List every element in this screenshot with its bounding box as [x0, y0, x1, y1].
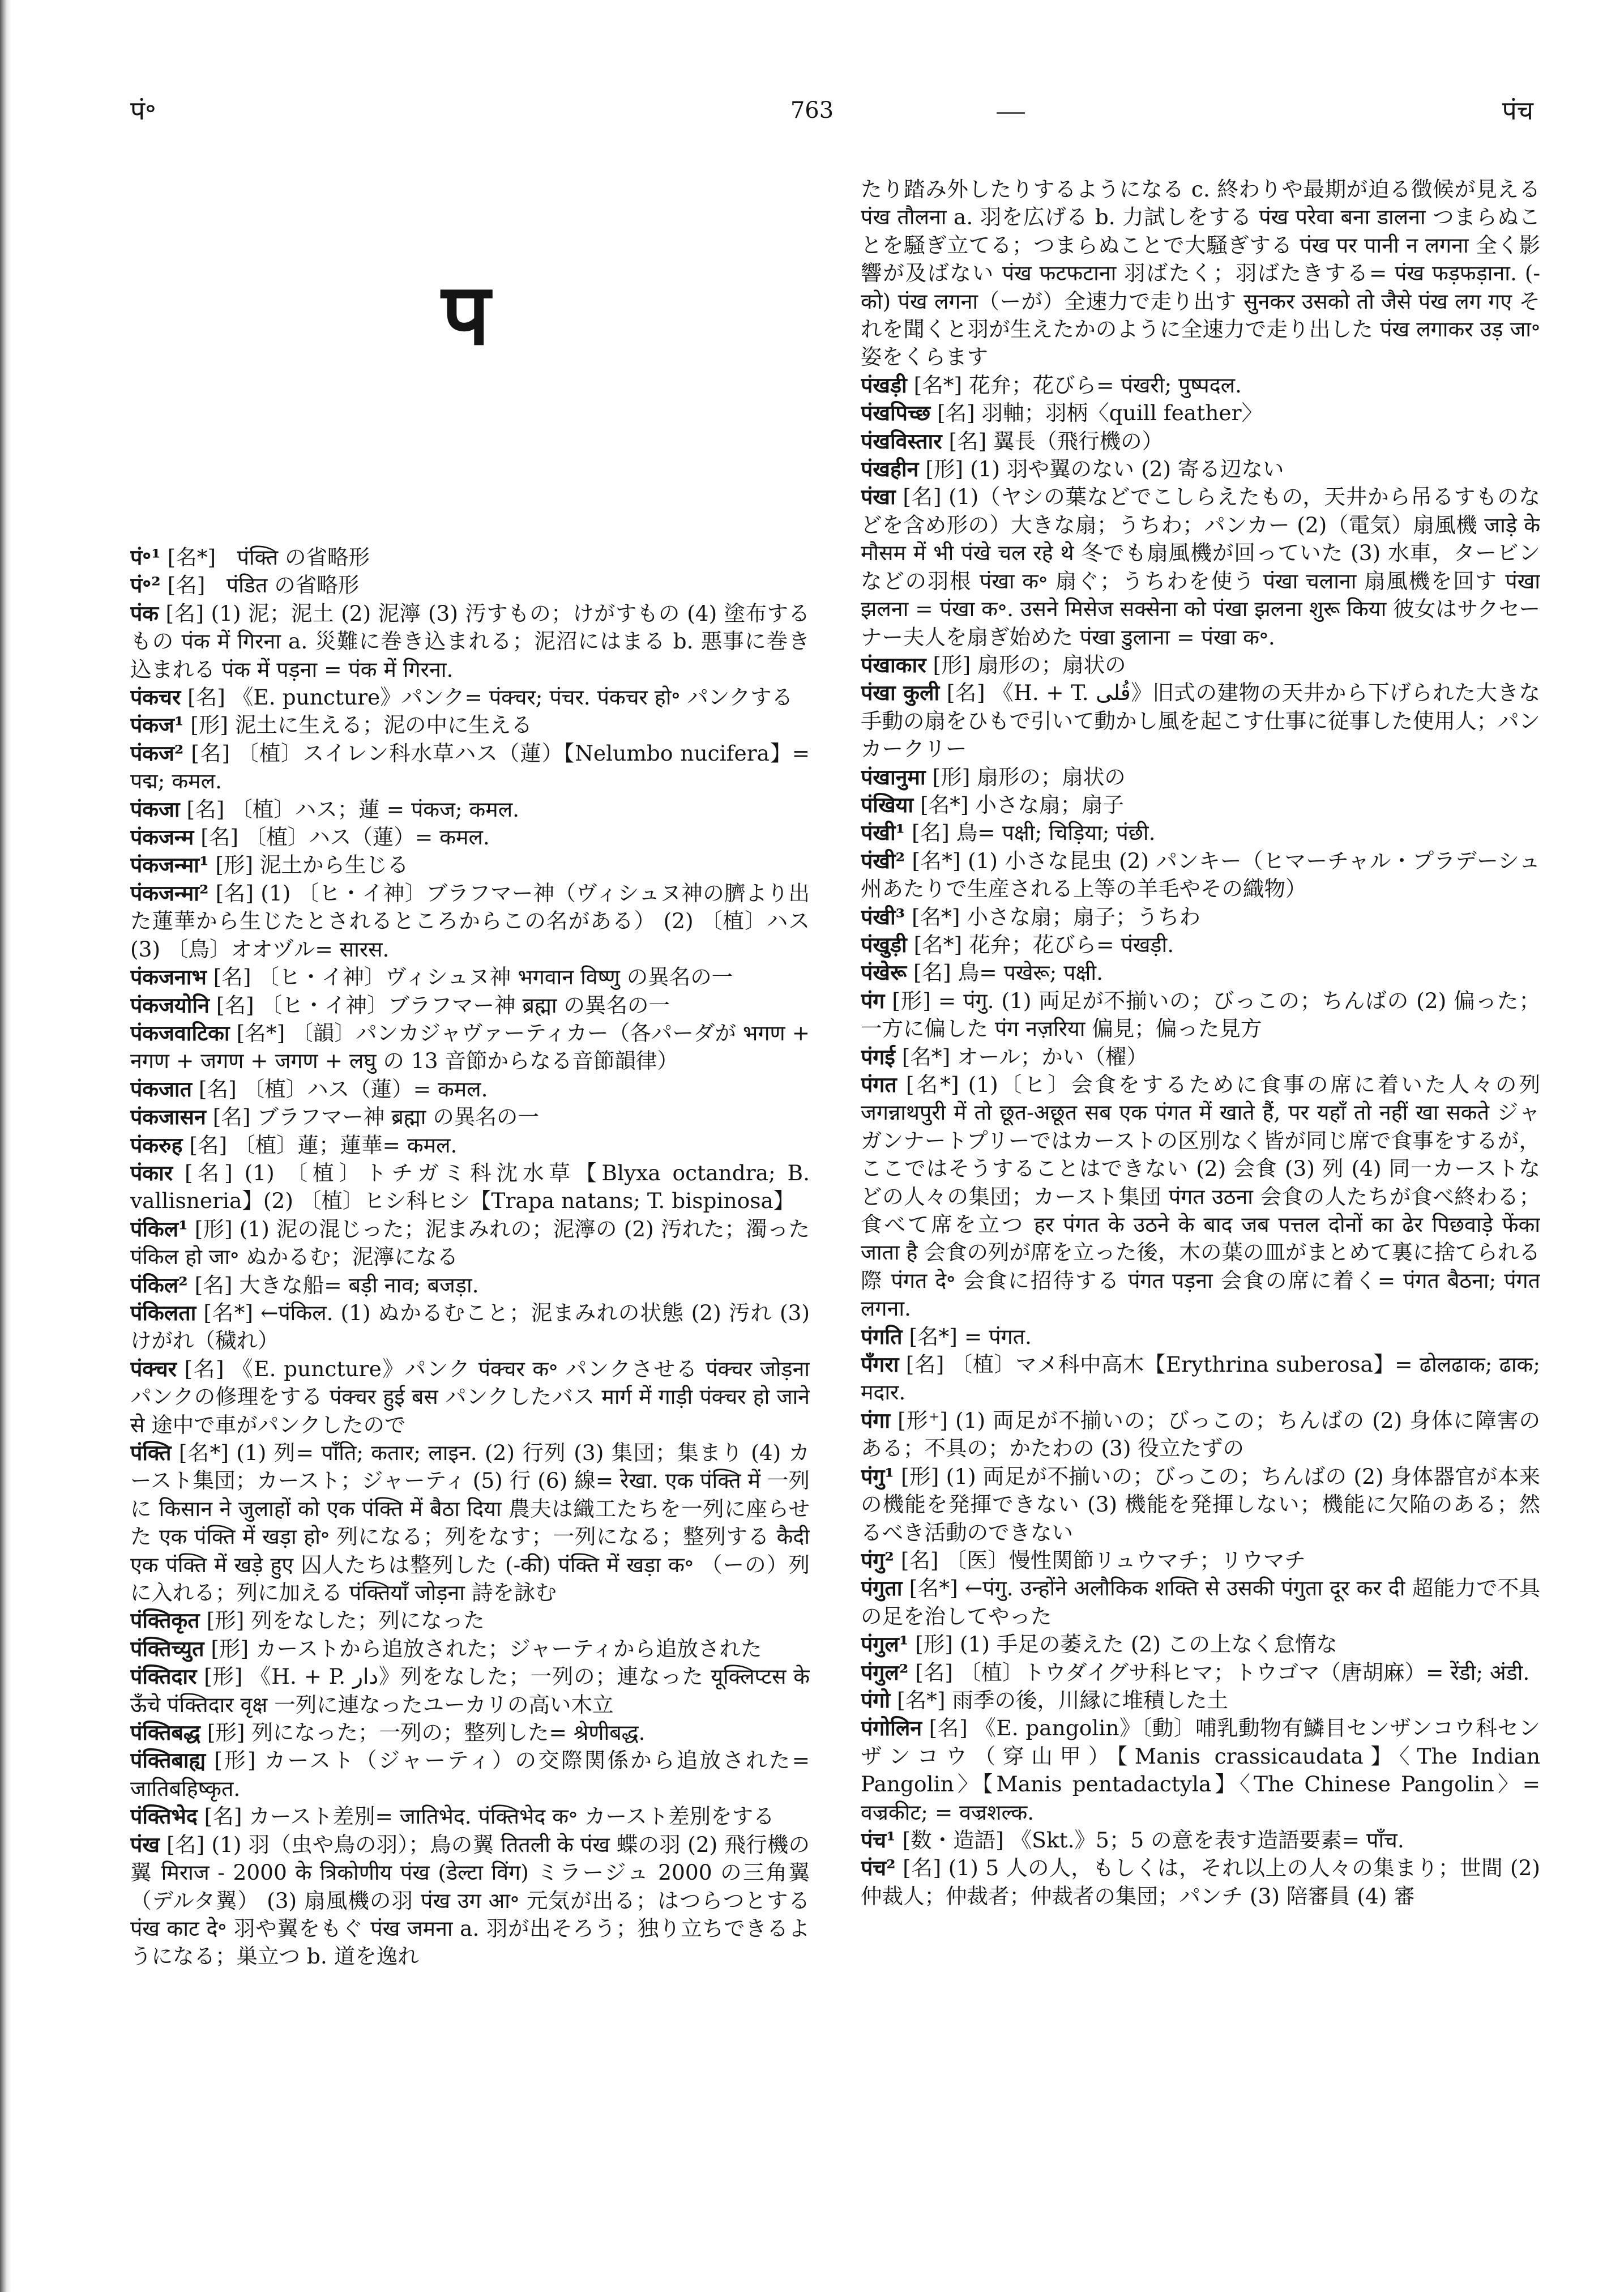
dictionary-entry: [130, 1132, 810, 1159]
entry-headword: पंकज²: [130, 740, 184, 766]
entry-definition: [形] 列をなした；列になった: [199, 1608, 485, 1633]
entry-definition: [名] 鳥= पक्षी; चिड़िया; पंछी.: [905, 820, 1156, 846]
dictionary-entry: [130, 963, 810, 991]
dictionary-entry: [861, 399, 1540, 427]
entry-headword: पंखा कुली: [861, 680, 940, 706]
entry-definition: [名] 〔植〕トウダイグサ科ヒマ；トウゴマ（唐胡麻）= रेंडी; अंडी.: [908, 1659, 1530, 1685]
entry-headword: पंकिलता: [130, 1300, 196, 1325]
entry-definition: [形] 列になった；一列の；整列した= श्रेणीबद्ध.: [200, 1720, 646, 1745]
entry-definition: [名*] 雨季の後，川縁に堆積した土: [890, 1687, 1228, 1713]
entry-headword: पंगो: [861, 1687, 891, 1713]
dictionary-entry: [861, 1547, 1540, 1574]
entry-headword: पंगुल¹: [861, 1632, 909, 1657]
dictionary-entry: [130, 1103, 810, 1131]
entry-headword: पंकजा: [130, 796, 180, 822]
dictionary-entry: [130, 1019, 810, 1075]
entry-definition: [名] 〔植〕ハス（蓮）= कमल.: [192, 1076, 488, 1102]
entry-definition: [名*] (1) 列= पाँति; कतार; लाइन. (2) 行列 (3) 集団；集まり (4) カースト集団；カースト；ジャーティ (5) 行 (6) 線= रेखा. एक पंक्ति में 一列に किसान ने जुलाहों को एक पंक्ति में बैठा दिया 農夫は織工たちを一列に座らせた एक पंक्ति में खड़ा हो॰ 列になる；列をなす；一列になる；整列する कैदी एक पंक्ति में खड़े हुए 囚人たちは整列した (-की) पंक्ति में खड़ा क॰ （ーの）列に入れる；列に加える पंक्तियाँ जोड़ना 詩を詠む: [130, 1440, 810, 1606]
entry-headword: पंखिया: [861, 792, 914, 817]
entry-definition: [名*] 花弁；花びら= पंखरी; पुष्पदल.: [907, 372, 1242, 398]
page-binding-edge: [0, 0, 11, 2292]
dictionary-entry: [861, 679, 1540, 763]
entry-definition: [名] 〔植〕蓮；蓮華= कमल.: [182, 1132, 458, 1158]
entry-headword: पंच¹: [861, 1827, 896, 1853]
entry-definition: [名] 鳥= पखेरू; पक्षी.: [907, 960, 1104, 985]
entry-definition: [形] (1) 泥の混じった；泥まみれの；泥濘の (2) 汚れた；濁った पंकिल हो जा॰ ぬかるむ；泥濘になる: [130, 1216, 810, 1270]
dictionary-entry: [861, 1574, 1540, 1631]
entry-headword: पंखेरू: [861, 960, 907, 985]
dictionary-entry: [861, 791, 1540, 819]
dictionary-entry: [861, 428, 1540, 455]
dictionary-entry: [861, 372, 1540, 399]
dictionary-entry: [861, 1854, 1540, 1910]
dictionary-entry: [861, 1351, 1540, 1407]
dictionary-entry: [861, 959, 1540, 987]
entry-headword: पंक: [130, 600, 159, 626]
entry-headword: पंकजात: [130, 1076, 193, 1102]
entry-headword: पंगुल²: [861, 1659, 909, 1685]
entry-headword: पंकज¹: [130, 712, 184, 738]
entry-definition: [数・造語] 《Skt.》5；5 の意を表す造語要素= पाँच.: [895, 1827, 1404, 1853]
entry-headword: पंखी³: [861, 904, 905, 929]
entry-definition: [名*] 花弁；花びら= पंखड़ी.: [907, 932, 1174, 957]
entry-definition: [名*] 小さな扇；扇子；うちわ: [905, 904, 1200, 929]
entry-headword: पंक्तिभेद: [130, 1804, 198, 1829]
dictionary-entry: [130, 600, 810, 684]
entry-headword: पंच²: [861, 1855, 896, 1881]
dictionary-entry: [861, 987, 1540, 1043]
entry-headword: पंखड़ी: [861, 372, 907, 398]
entry-headword: पंकजन्मा²: [130, 880, 209, 906]
dictionary-entry: [861, 1043, 1540, 1071]
dictionary-entry: [861, 455, 1540, 483]
entry-definition: [名] 〔植〕マメ科中高木【Erythrina suberosa】= ढोलढाक; ढाक; मदार.: [861, 1352, 1540, 1405]
entry-definition: [名] (1) 〔ヒ・イ神〕ブラフマー神（ヴィシュヌ神の臍より出た蓮華から生じたとされるところからこの名がある） (2) 〔植〕ハス (3) 〔鳥〕オオヅル= सारस.: [130, 880, 810, 962]
entry-headword: पंकरुह: [130, 1132, 183, 1158]
entry-headword: पंख: [130, 1832, 160, 1857]
dictionary-entry: [861, 176, 1540, 372]
dictionary-entry: [861, 1463, 1540, 1547]
entry-headword: पंकजयोनि: [130, 992, 210, 1018]
dictionary-entry: [130, 1271, 810, 1299]
entry-headword: पं॰¹: [130, 545, 161, 570]
dictionary-entry: [130, 1607, 810, 1634]
entry-headword: पंखानुमा: [861, 764, 926, 789]
entry-headword: पंखाकार: [861, 652, 926, 677]
dictionary-entry: [130, 740, 810, 796]
right-column: [861, 176, 1540, 2231]
entry-definition: [名*] पंक्ति の省略形: [160, 545, 370, 570]
dictionary-entry: [130, 796, 810, 823]
entry-headword: पंगत: [861, 1072, 897, 1097]
page-number: 763: [790, 97, 834, 123]
dictionary-entry: [861, 931, 1540, 959]
entry-definition: [名] 〔ヒ・イ神〕ブラフマー神 ब्रह्मा の異名の一: [209, 992, 670, 1018]
entry-headword: पंखपिच्छ: [861, 400, 931, 426]
dictionary-entry: [130, 1635, 810, 1663]
entry-headword: पंकजन्म: [130, 825, 194, 850]
entry-definition: [名*] = पंगत.: [902, 1324, 1032, 1349]
entry-definition: [名] (1) 羽（虫や鳥の羽）；鳥の翼 तितली के पंख 蝶の羽 (2) 飛行機の翼 मिराज - 2000 के त्रिकोणीय पंख (डेल्टा विंग) ミラージュ 2000 の三角翼（デルタ翼） (3) 扇風機の羽 पंख उग आ॰ 元気が出る；はつらつとする पंख काट दे॰ 羽や翼をもぐ पंख जमना a. 羽が出そろう；独り立ちできるようになる；巣立つ b. 道を逸れ: [130, 1832, 810, 1969]
entry-headword: पंखी¹: [861, 820, 905, 846]
dictionary-entry: [861, 763, 1540, 791]
dictionary-entry: [130, 1747, 810, 1803]
header-left-guide-word: पं॰: [130, 95, 156, 126]
dictionary-entry: [861, 1071, 1540, 1323]
header-right-guide-word: पंच: [1502, 95, 1533, 126]
dictionary-entry: [130, 544, 810, 571]
dictionary-entry: [130, 1159, 810, 1215]
entry-definition: [名] 《E. pangolin》〔動〕哺乳動物有鱗目センザンコウ科センザンコウ（穿山甲）【Manis crassicaudata】〈The Indian Pangolin〉【Manis pentadactyla】〈The Chinese Pangolin〉= वज्रकीट; = वज्रशल्क.: [861, 1715, 1540, 1825]
entry-definition: [形] (1) 羽や翼のない (2) 寄る辺ない: [918, 456, 1284, 482]
entry-definition: [名*] (1)〔ヒ〕会食をするために食事の席に着いた人々の列 जगन्नाथपुरी में तो छूत-अछूत सब एक पंगत में खाते हैं, पर यहाँ तो नहीं खा सकते ジャガンナートプリーではカーストの区別なく皆が同じ席で食事をするが，ここではそうすることはできない (2) 会食 (3) 列 (4) 同一カーストなどの人々の集団；カースト集団 पंगत उठना 会食の人たちが食べ終わる；食べて席を立つ हर पंगत के उठने के बाद जब पत्तल दोनों का ढेर पिछवाड़े फेंका जाता है 会食の列が席を立った後，木の葉の皿がまとめて裏に捨てられる際 पंगत दे॰ 会食に招待する पंगत पड़ना 会食の席に着く= पंगत बैठना; पंगत लगना.: [861, 1072, 1540, 1321]
entry-definition: [名] 〔ヒ・イ神〕ヴィシュヌ神 भगवान विष्णु の異名の一: [206, 964, 733, 990]
dictionary-entry: [130, 1663, 810, 1719]
entry-definition: [名] 《E. puncture》パンク पंक्चर क॰ パンクさせる पंक्चर जोड़ना パンクの修理をする पंक्चर हुई बस パンクしたバス मार्ग में गाड़ी पंक्चर हो जाने से 途中で車がパンクしたので: [130, 1356, 810, 1437]
header-mark: [997, 112, 1025, 114]
entry-headword: पंखविस्तार: [861, 428, 942, 454]
entry-definition: [形] 扇形の；扇状の: [926, 652, 1126, 677]
entry-headword: पंगति: [861, 1324, 903, 1349]
dictionary-entry: [130, 851, 810, 879]
dictionary-entry: [130, 1299, 810, 1355]
entry-headword: पंक्ति: [130, 1440, 172, 1465]
entry-definition: [名*] ←पंकिल. (1) ぬかるむこと；泥まみれの状態 (2) 汚れ (3) けがれ（穢れ）: [130, 1300, 810, 1354]
dictionary-entry: [861, 1714, 1540, 1826]
entry-definition: たり踏み外したりするようになる c. 終わりや最期が迫る徴候が見える पंख तौलना a. 羽を広げる b. 力試しをする पंख परेवा बना डालना つまらぬことを騒ぎ立てる；つまらぬことで大騒ぎする पंख पर पानी न लगना 全く影響が及ばない पंख फटफटाना 羽ばたく；羽ばたきする= पंख फड़फड़ाना. (-को) पंख लगना（ーが）全速力で走り出す सुनकर उसको तो जैसे पंख लग गए それを聞くと羽が生えたかのように全速力で走り出した पंख लगाकर उड़ जा॰ 姿をくらます: [861, 177, 1540, 370]
dictionary-entry: [861, 651, 1540, 679]
dictionary-entry: [861, 1323, 1540, 1351]
dictionary-entry: [130, 711, 810, 739]
entry-definition: [名*] (1) 小さな昆虫 (2) パンキー（ヒマーチャル・プラデーシュ州あたりで生産される上等の羊毛やその織物）: [861, 848, 1540, 902]
dictionary-entry: [861, 1659, 1540, 1687]
dictionary-entry: [861, 1826, 1540, 1854]
dictionary-entry: [861, 819, 1540, 847]
entry-headword: पंक्तिदार: [130, 1664, 197, 1689]
entry-definition: [名] (1)（ヤシの葉などでこしらえたもの，天井から吊るすものなどを含め形の）大きな扇；うちわ；パンカー (2)（電気）扇風機 जाड़े के मौसम में भी पंखे चल रहे थे 冬でも扇風機が回っていた (3) 水車，タービンなどの羽根 पंखा क॰ 扇ぐ；うちわを使う पंखा चलाना 扇風機を回す पंखा झलना = पंखा क॰. उसने मिसेज सक्सेना को पंखा झलना शुरू किया 彼女はサクセーナー夫人を扇ぎ始めた पंखा डुलाना = पंखा क॰.: [861, 484, 1540, 650]
dictionary-entry: [861, 1407, 1540, 1463]
entry-definition: [名*] 〔韻〕パンカジャヴァーティカー（各パーダが भगण + नगण + जगण + जगण + लघु の 13 音節からなる音節韻律）: [130, 1020, 810, 1074]
entry-headword: पंगु²: [861, 1547, 894, 1573]
entry-headword: पंक्तिच्युत: [130, 1636, 204, 1661]
dictionary-entry: [130, 571, 810, 599]
dictionary-entry: [130, 1831, 810, 1971]
entry-definition: [名] ブラフマー神 ब्रह्मा の異名の一: [206, 1104, 539, 1130]
entry-definition: [名] (1) 5 人の人，もしくは，それ以上の人々の集まり；世間 (2) 仲裁人；仲裁者；仲裁者の集団；パンチ (3) 陪審員 (4) 審: [861, 1855, 1540, 1909]
entry-definition: [形] 《H. + P. دار》列をなした；一列の；連なった यूक्लिप्टस के ऊँचे पंक्तिदार वृक्ष 一列に連なったユーカリの高い木立: [130, 1664, 810, 1717]
entry-headword: पंखी²: [861, 848, 905, 873]
dictionary-entry: [861, 483, 1540, 651]
entry-definition: [名] 〔医〕慢性関節リュウマチ；リウマチ: [894, 1547, 1306, 1573]
dictionary-entry: [130, 992, 810, 1019]
entry-headword: पंकजन्मा¹: [130, 852, 209, 878]
entry-definition: [形] (1) 両足が不揃いの；びっこの；ちんばの (2) 身体器官が本来の機能を発揮できない (3) 機能を発揮しない；機能に欠陥のある；然るべき活動のできない: [861, 1463, 1540, 1545]
entry-headword: पंखहीन: [861, 456, 919, 482]
dictionary-entry: [861, 1687, 1540, 1714]
entry-definition: [名] 〔植〕ハス（蓮）= कमल.: [194, 825, 490, 850]
entry-definition: [形⁺] (1) 両足が不揃いの；びっこの；ちんばの (2) 身体に障害のある；不具の；かたわの (3) 役立たずの: [861, 1407, 1540, 1461]
dictionary-entry: [130, 1355, 810, 1439]
entry-headword: पंगुता: [861, 1576, 903, 1601]
entry-headword: पं॰²: [130, 573, 161, 598]
entry-definition: [名] (1) 〔植〕トチガミ科沈水草【Blyxa octandra; B. vallisneria】(2) 〔植〕ヒシ科ヒシ【Trapa natans; T. bispinosa】: [130, 1160, 810, 1214]
dictionary-entry: [130, 880, 810, 963]
dictionary-entry: [861, 1631, 1540, 1658]
entry-definition: [名*] ←पंगु. उन्होंने अलौकिक शक्ति से उसकी पंगुता दूर कर दी 超能力で不具の足を治してやった: [861, 1576, 1540, 1629]
entry-definition: [名*] 小さな扇；扇子: [913, 792, 1125, 817]
entry-definition: [名] पंडित の省略形: [160, 573, 360, 598]
entry-definition: [名] 《H. + T. قُلی》旧式の建物の天井から下げられた大きな手動の扇をひもで引いて動かし風を起こす仕事に従事した使用人；パンカークリー: [861, 680, 1540, 762]
entry-headword: पंकिल²: [130, 1272, 188, 1297]
dictionary-entry: [130, 684, 810, 711]
entry-definition: [名*] オール；かい（櫂）: [895, 1044, 1148, 1069]
entry-definition: [形] カースト（ジャーティ）の交際関係から追放された= जातिबहिष्कृत.: [130, 1748, 810, 1801]
dictionary-entry: [130, 1075, 810, 1103]
dictionary-entry: [861, 847, 1540, 903]
entry-definition: [名] 《E. puncture》パンク= पंक्चर; पंचर. पंकचर हो॰ パンクする: [181, 685, 793, 710]
dictionary-entry: [861, 903, 1540, 931]
entry-definition: [形] 泥土に生える；泥の中に生える: [183, 712, 532, 738]
entry-headword: पंकजवाटिका: [130, 1020, 230, 1045]
left-column: [130, 544, 810, 2231]
entry-headword: पंक्तिबाह्य: [130, 1748, 206, 1773]
entry-headword: पंकजासन: [130, 1104, 206, 1130]
entry-headword: पंग: [861, 988, 885, 1013]
section-letter: प: [442, 264, 490, 364]
dictionary-entry: [130, 1215, 810, 1271]
entry-headword: पंगु¹: [861, 1463, 894, 1489]
entry-headword: पँगरा: [861, 1352, 899, 1377]
entry-definition: [名] 大きな船= बड़ी नाव; बजड़ा.: [187, 1272, 479, 1297]
entry-definition: [名] 〔植〕スイレン科水草ハス（蓮）【Nelumbo nucifera】= पद्म; कमल.: [130, 740, 810, 794]
entry-headword: पंकिल¹: [130, 1216, 188, 1241]
dictionary-entry: [130, 1439, 810, 1607]
entry-headword: पंकजनाभ: [130, 964, 207, 990]
entry-headword: पंगई: [861, 1044, 895, 1069]
entry-definition: [形] 泥土から生じる: [208, 852, 409, 878]
entry-headword: पंक्चर: [130, 1356, 177, 1381]
entry-definition: [名] 〔植〕ハス；蓮 = पंकज; कमल.: [180, 796, 520, 822]
entry-headword: पंगा: [861, 1407, 891, 1433]
entry-definition: [形] 扇形の；扇状の: [925, 764, 1126, 789]
entry-headword: पंकचर: [130, 685, 181, 710]
entry-definition: [名] カースト差別= जातिभेद. पंक्तिभेद क॰ カースト差別をする: [197, 1804, 775, 1829]
entry-headword: पंक्तिकृत: [130, 1608, 200, 1633]
entry-definition: [名] 翼長（飛行機の）: [942, 428, 1164, 454]
dictionary-entry: [130, 1803, 810, 1830]
entry-definition: [形] (1) 手足の萎えた (2) この上なく怠惰な: [908, 1632, 1337, 1657]
entry-headword: पंगोलिन: [861, 1715, 922, 1741]
entry-definition: [形] = पंगु. (1) 両足が不揃いの；びっこの；ちんばの (2) 偏った；一方に偏した पंग नज़रिया 偏見；偏った見方: [861, 988, 1540, 1042]
dictionary-entry: [130, 1719, 810, 1747]
dictionary-entry: [130, 823, 810, 851]
entry-headword: पंक्तिबद्ध: [130, 1720, 200, 1745]
entry-headword: पंखुड़ी: [861, 932, 907, 957]
entry-definition: [名] (1) 泥；泥土 (2) 泥濘 (3) 汚すもの；けがすもの (4) 塗布するもの पंक में गिरना a. 災難に巻き込まれる；泥沼にはまる b. 悪事に巻き込まれる पंक में पड़ना = पंक में गिरना.: [130, 600, 810, 682]
entry-headword: पंखा: [861, 484, 896, 510]
entry-headword: पंकार: [130, 1160, 173, 1185]
entry-definition: [形] カーストから追放された；ジャーティから追放された: [204, 1636, 762, 1661]
entry-definition: [名] 羽軸；羽柄〈quill feather〉: [930, 400, 1263, 426]
